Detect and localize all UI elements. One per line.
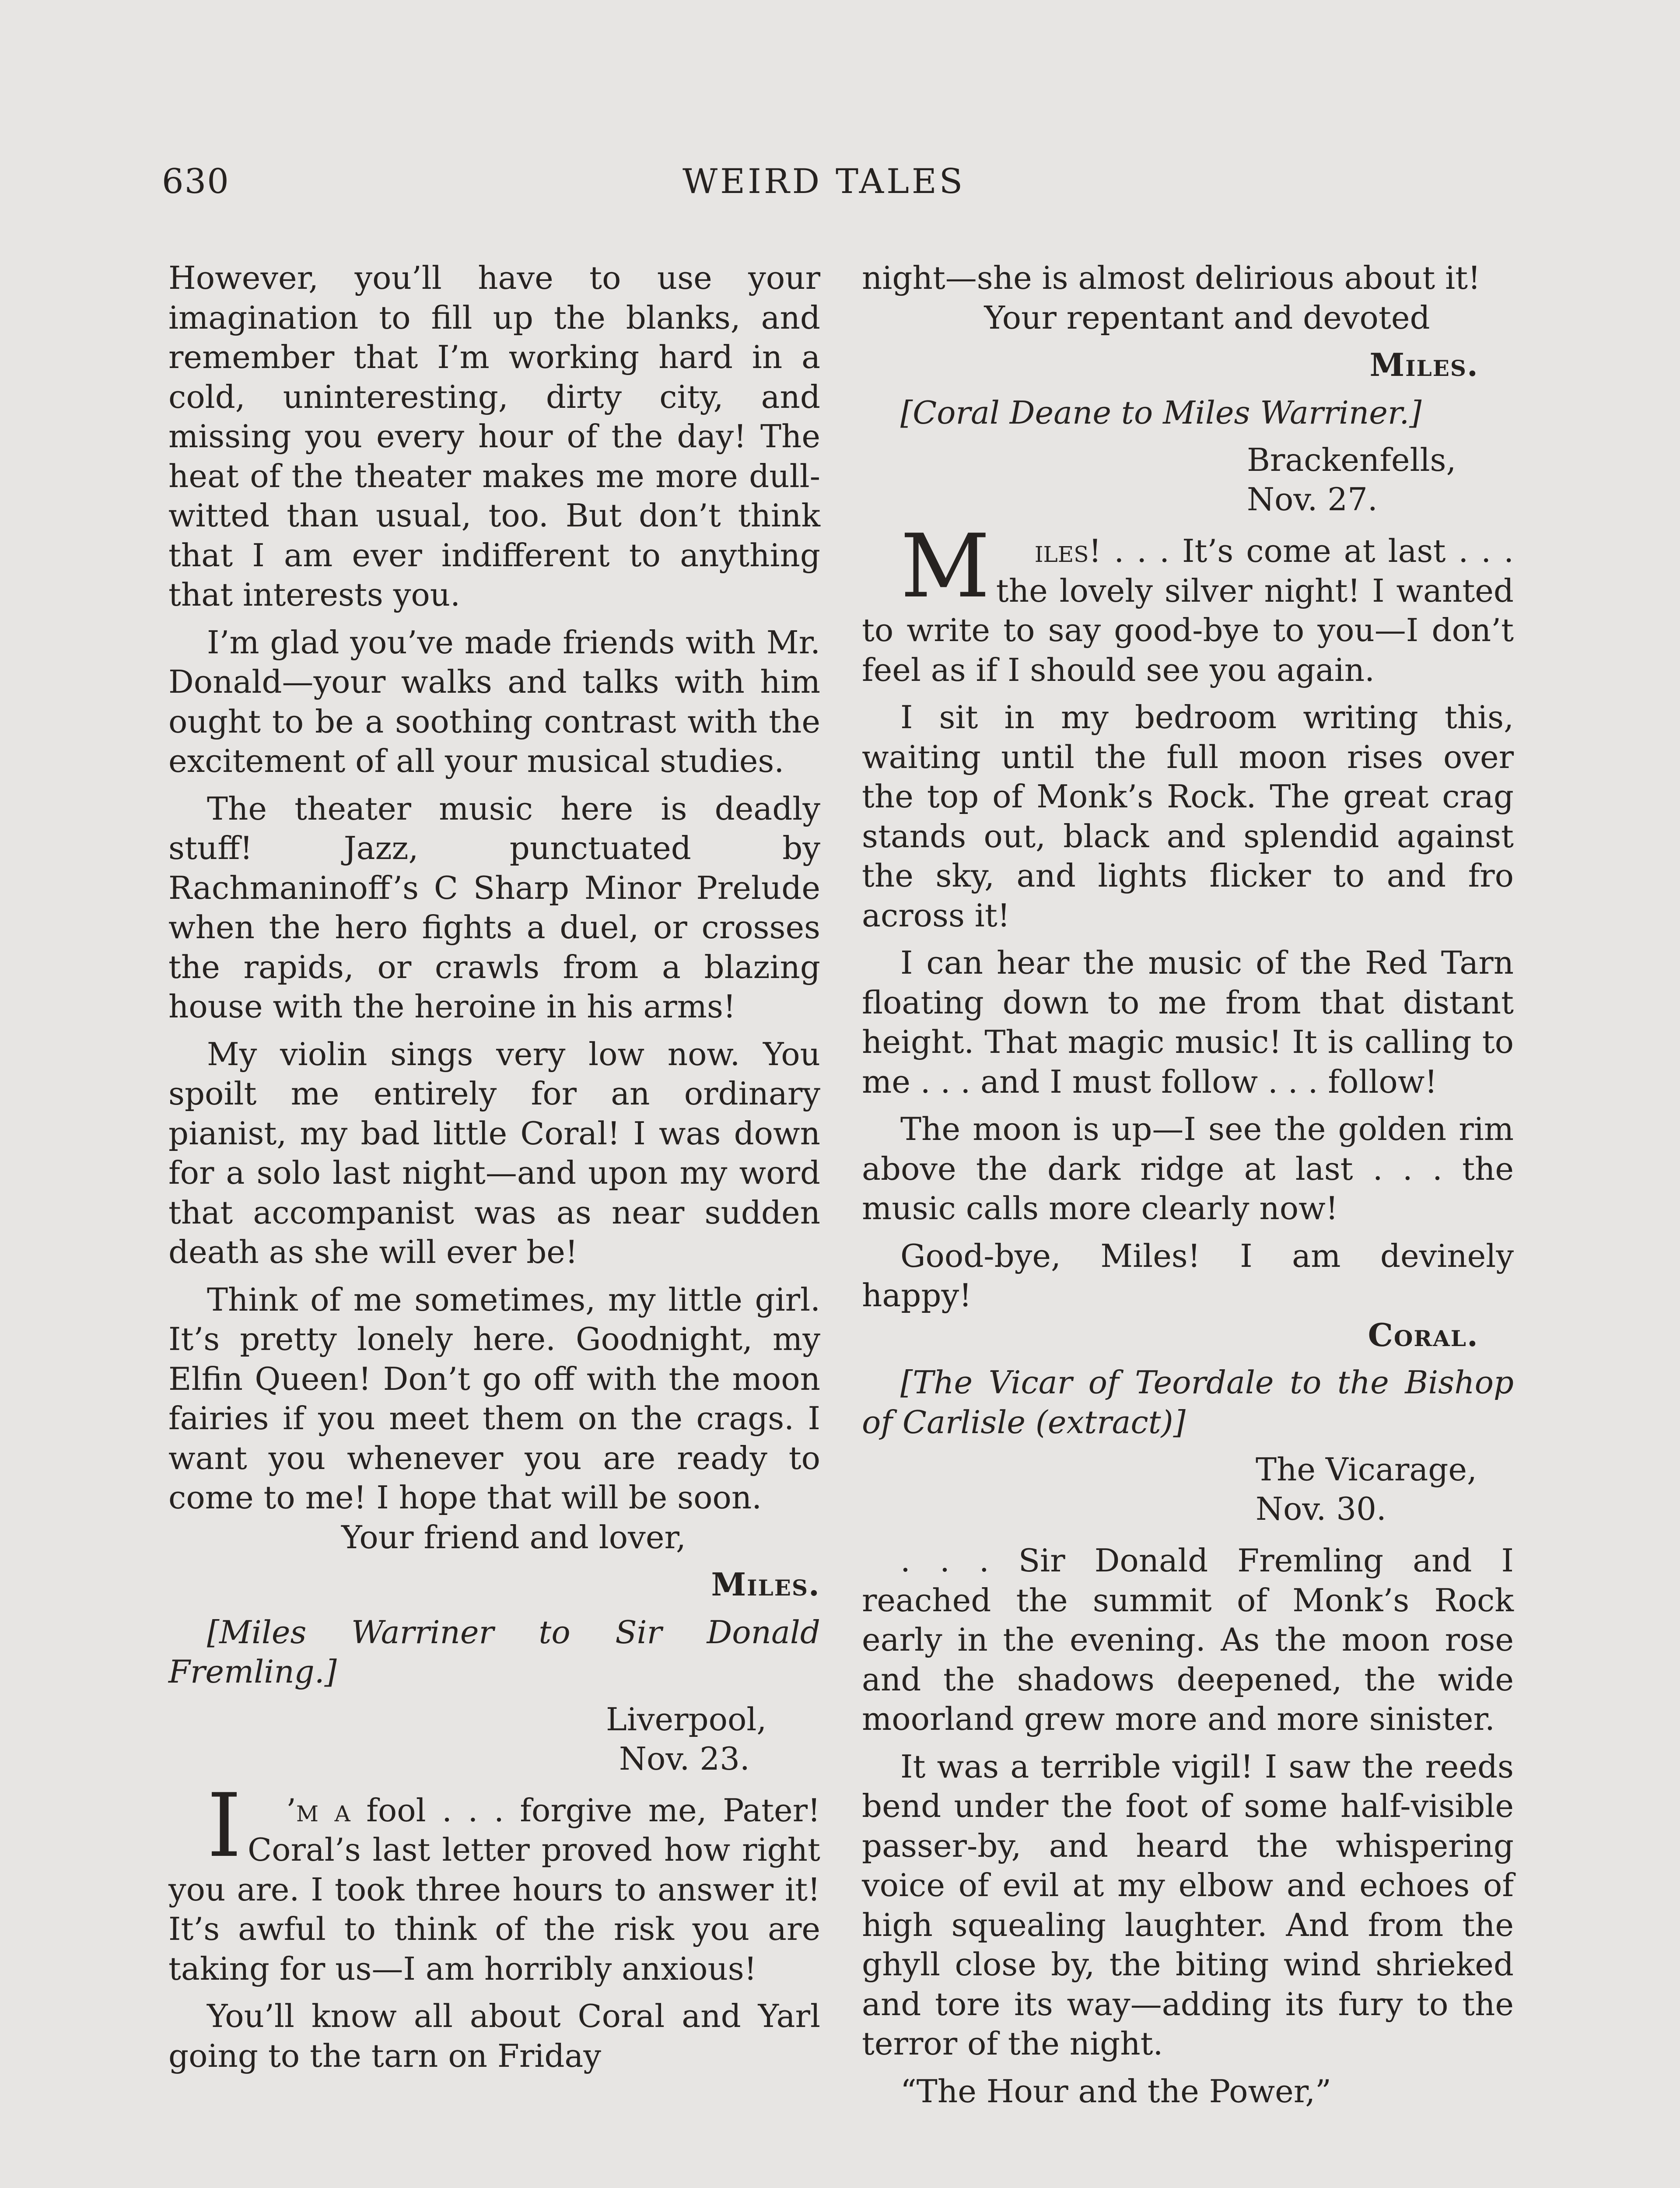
- paragraph: I’m glad you’ve made friends with Mr. Donald—your walks and talks with him ought to be a soothing contrast with the excitement of all your musical studies.: [168, 624, 820, 779]
- drop-cap: M: [900, 515, 990, 617]
- letter-signature: Miles.: [1369, 346, 1479, 383]
- drop-cap-continuation: iles!: [1034, 533, 1102, 569]
- journal-title: WEIRD TALES: [682, 162, 966, 201]
- letter-signature: Miles.: [711, 1566, 820, 1603]
- paragraph: . . . Sir Donald Fremling and I reached the summit of Monk’s Rock early in the evening. As the moon rose and the shadows deepened, the wide moorland grew more and more sinister.: [862, 1542, 1514, 1737]
- letter-place: The Vicarage,: [1256, 1451, 1477, 1488]
- letter-place-date: [1247, 440, 1514, 519]
- letter-place-date: [606, 1700, 820, 1778]
- drop-cap: I: [207, 1774, 242, 1877]
- running-head: [162, 162, 1518, 210]
- paragraph: I sit in my bedroom writing this, waiting until the full moon rises over the top of Monk’s Rock. The great crag stands out, black and splendid against the sky, and lights flicker to and fro across it!: [862, 699, 1514, 934]
- left-column: [168, 258, 820, 2083]
- paragraph: “The Hour and the Power,”: [900, 2072, 1331, 2110]
- letter-date: Nov. 27.: [1247, 481, 1378, 518]
- letter-place: Liverpool,: [606, 1701, 767, 1738]
- paragraph: Good-bye, Miles! I am devinely happy!: [862, 1237, 1514, 1314]
- paragraph: The moon is up—I see the golden rim above the dark ridge at last . . . the music calls more clearly now!: [862, 1111, 1514, 1227]
- letter-place: Brackenfells,: [1247, 442, 1456, 478]
- paragraph-text: . . . It’s come at last . . . the lovely silver night! I wanted to write to say good-bye to you—I don’t feel as if I should see you again.: [862, 533, 1514, 688]
- paragraph: The theater music here is deadly stuff! Jazz, punctuated by Rachmaninoff’s C Sharp Minor Prelude when the hero fights a duel, or crosses the rapids, or crawls from a blazing house with the heroine in his arms!: [168, 790, 820, 1025]
- letter-heading: [Coral Deane to Miles Warriner.]: [900, 394, 1422, 431]
- paragraph: Think of me sometimes, my little girl. It’s pretty lonely here. Goodnight, my Elfin Queen! Don’t go off with the moon fairies if you meet them on the crags. I want you whenever you are ready to come to me! I hope that will be soon.: [168, 1281, 820, 1516]
- paragraph: [168, 1774, 821, 1989]
- letter-heading: [Miles Warriner to Sir Donald Fremling.]: [168, 1613, 820, 1690]
- letter-date: Nov. 30.: [1256, 1490, 1386, 1527]
- letter-place-date: [1256, 1450, 1514, 1529]
- drop-cap-continuation: ’m a: [286, 1792, 350, 1829]
- letter-signature: Coral.: [1368, 1316, 1479, 1353]
- paragraph: [862, 515, 1514, 690]
- letter-closing: Your friend and lover,: [341, 1518, 686, 1556]
- right-column: [862, 258, 1514, 2119]
- page-number: 630: [162, 162, 230, 201]
- paragraph: It was a terrible vigil! I saw the reeds bend under the foot of some half-visible passer-by, and heard the whispering voice of evil at my elbow and echoes of high squealing laughter. And from the ghyll close by, the biting wind shrieked and tore its way—adding its fury to the terror of the night.: [862, 1748, 1514, 2062]
- letter-date: Nov. 23.: [619, 1740, 750, 1777]
- paragraph: However, you’ll have to use your imagination to fill up the blanks, and remember that I’m working hard in a cold, uninteresting, dirty city, and missing you every hour of the day! The heat of the theater makes me more dull-witted than usual, too. But don’t think that I am ever indifferent to anything that interests you.: [168, 259, 820, 613]
- letter-closing: Your repentant and devoted: [984, 299, 1430, 336]
- paragraph: night—she is almost delirious about it!: [862, 259, 1481, 296]
- paragraph: I can hear the music of the Red Tarn floating down to me from that distant height. That magic music! It is calling to me . . . and I must follow . . . follow!: [862, 944, 1514, 1100]
- paragraph-text: fool . . . forgive me, Pater! Coral’s last letter proved how right you are. I took three hours to answer it! It’s awful to think of the risk you are taking for us—I am horribly anxious!: [168, 1792, 821, 1987]
- paragraph: My violin sings very low now. You spoilt me entirely for an ordinary pianist, my bad little Coral! I was down for a solo last night—and upon my word that accompanist was as near sudden death as she will ever be!: [168, 1035, 820, 1270]
- letter-heading: [The Vicar of Teordale to the Bishop of Carlisle (extract)]: [862, 1364, 1514, 1441]
- paragraph: You’ll know all about Coral and Yarl going to the tarn on Friday: [168, 1998, 820, 2074]
